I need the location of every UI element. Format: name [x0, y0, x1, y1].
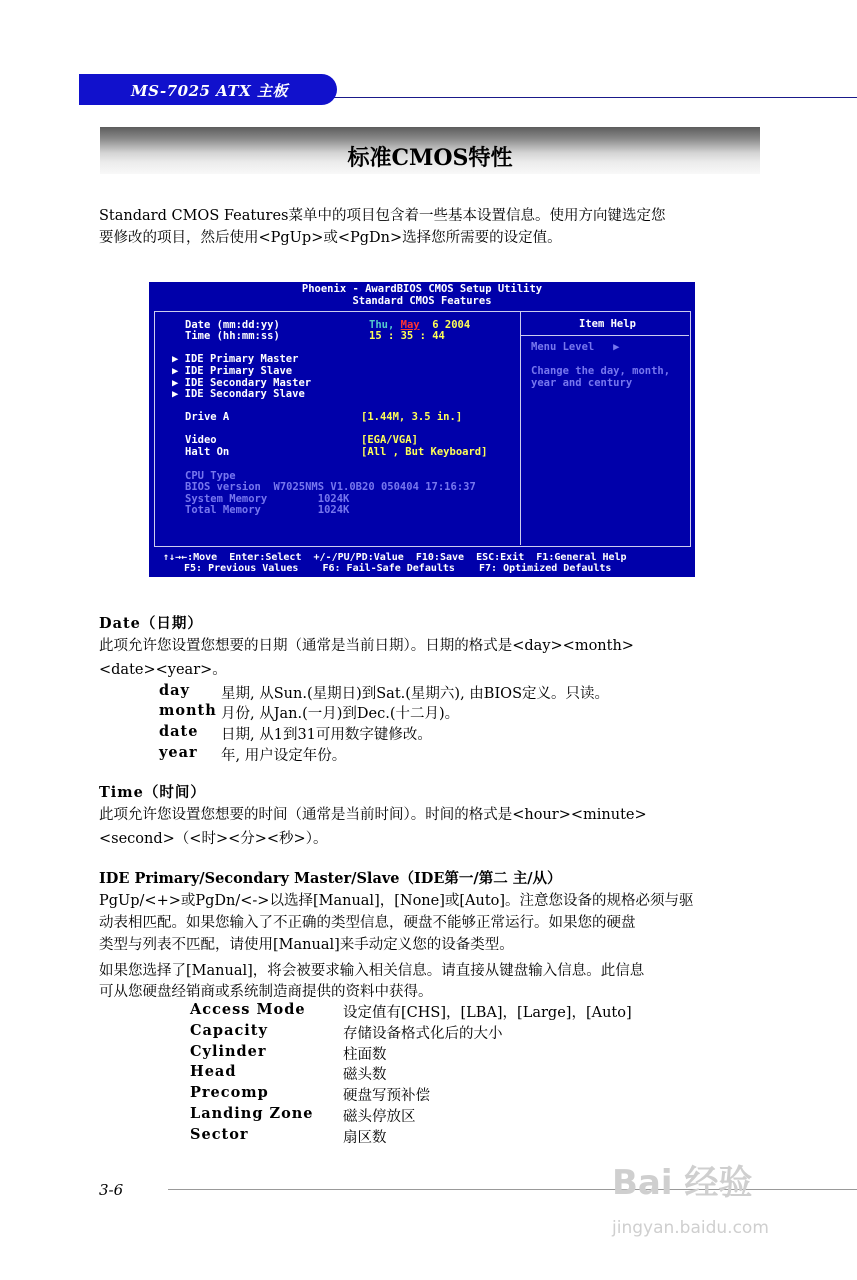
watermark-logo: Bai 经验: [612, 1163, 753, 1203]
bios-drive-a-label: Drive A: [185, 411, 230, 423]
ide-field-key: Precomp: [190, 1084, 269, 1101]
ide-field-desc: 存储设备格式化后的大小: [343, 1026, 503, 1042]
date-field-desc: 日期, 从1到31可用数字键修改。: [221, 727, 432, 743]
bios-cpu-type: CPU Type: [185, 470, 236, 482]
bios-help-line: year and century: [531, 377, 633, 389]
date-field-key: date: [159, 723, 199, 740]
date-field-desc: 年, 用户设定年份。: [221, 748, 347, 764]
ide-desc: 动表相匹配。如果您输入了不正确的类型信息，硬盘不能够正常运行。如果您的硬盘: [99, 915, 636, 931]
date-desc: <date><year>。: [99, 662, 227, 678]
ide-field-desc: 硬盘写预补偿: [343, 1088, 430, 1104]
bios-system-memory: System Memory 1024K: [185, 493, 350, 505]
bios-halt-label: Halt On: [185, 446, 230, 458]
ide-field-key: Head: [190, 1063, 237, 1080]
intro-paragraph: Standard CMOS Features菜单中的项目包含着一些基本设置信息。使用方向键选定您 要修改的项目，然后使用<PgUp>或<PgDn>选择您所需要的设定值。: [99, 208, 666, 246]
date-field-key: year: [159, 744, 198, 761]
date-field-key: day: [159, 682, 190, 699]
ide-field-key: Access Mode: [190, 1001, 306, 1018]
bios-drive-a-value[interactable]: [1.44M, 3.5 in.]: [361, 411, 463, 423]
time-heading: Time（时间）: [99, 784, 206, 801]
bios-divider: [520, 311, 521, 545]
date-desc: 此项允许您设置您想要的日期（通常是当前日期）。日期的格式是<day><month>: [99, 638, 634, 654]
time-desc: <second>（<时><分><秒>）。: [99, 831, 328, 847]
ide-field-key: Sector: [190, 1126, 249, 1143]
date-field-desc: 月份, 从Jan.(一月)到Dec.(十二月)。: [221, 706, 460, 722]
bios-version: BIOS version W7025NMS V1.0B20 050404 17:16:37: [185, 481, 476, 493]
ide-desc: PgUp/<+>或PgDn/<->以选择[Manual]，[None]或[Auto]。注意您设备的规格必须与驱: [99, 893, 694, 909]
bios-ide-item[interactable]: ▶ IDE Secondary Master: [172, 377, 312, 389]
bios-help-line: Change the day, month,: [531, 365, 671, 377]
bios-ide-item[interactable]: ▶ IDE Primary Slave: [172, 365, 293, 377]
page-number: 3-6: [99, 1181, 124, 1199]
bios-screenshot: [149, 282, 695, 577]
bios-keys-line1: ↑↓→←:Move Enter:Select +/-/PU/PD:Value F10:Save ESC:Exit F1:General Help: [163, 552, 627, 563]
ide-heading: IDE Primary/Secondary Master/Slave（IDE第一/第二 主/从）: [99, 870, 562, 887]
bios-help-rule: [521, 335, 689, 336]
ide-desc: 类型与列表不匹配，请使用[Manual]来手动定义您的设备类型。: [99, 937, 514, 953]
ide-desc: 如果您选择了[Manual]，将会被要求输入相关信息。请直接从键盘输入信息。此信息: [99, 963, 645, 979]
bios-menu-level: Menu Level ▶: [531, 341, 620, 353]
date-field-key: month: [159, 702, 217, 719]
bios-video-label: Video: [185, 434, 217, 446]
bios-ide-item[interactable]: ▶ IDE Secondary Slave: [172, 388, 305, 400]
header-title: MS-7025 ATX 主板: [131, 82, 289, 100]
bios-help-title: Item Help: [579, 318, 636, 330]
bios-video-value[interactable]: [EGA/VGA]: [361, 434, 418, 446]
date-heading: Date（日期）: [99, 615, 203, 632]
section-title: 标准CMOS特性: [347, 145, 513, 171]
ide-field-key: Landing Zone: [190, 1105, 314, 1122]
ide-field-desc: 设定值有[CHS]，[LBA]，[Large]，[Auto]: [343, 1005, 632, 1021]
bios-date-value[interactable]: Thu, May 6 2004: [369, 319, 471, 331]
bios-ide-item[interactable]: ▶ IDE Primary Master: [172, 353, 299, 365]
bios-subtitle: Standard CMOS Features: [352, 295, 492, 307]
ide-field-desc: 柱面数: [343, 1047, 387, 1063]
bios-date-label: Date (mm:dd:yy): [185, 319, 280, 331]
bios-halt-value[interactable]: [All , But Keyboard]: [361, 446, 488, 458]
footer-rule: [168, 1189, 857, 1190]
ide-field-desc: 扇区数: [343, 1130, 387, 1146]
ide-desc: 可从您硬盘经销商或系统制造商提供的资料中获得。: [99, 984, 433, 1000]
bios-title: Phoenix - AwardBIOS CMOS Setup Utility: [301, 283, 543, 295]
ide-field-key: Cylinder: [190, 1043, 267, 1060]
date-field-desc: 星期, 从Sun.(星期日)到Sat.(星期六), 由BIOS定义。只读。: [221, 686, 610, 702]
time-desc: 此项允许您设置您想要的时间（通常是当前时间）。时间的格式是<hour><minute>: [99, 807, 647, 823]
bios-keys-line2: F5: Previous Values F6: Fail-Safe Defaults F7: Optimized Defaults: [184, 563, 612, 574]
ide-field-key: Capacity: [190, 1022, 268, 1039]
ide-field-desc: 磁头停放区: [343, 1109, 416, 1125]
watermark-url: jingyan.baidu.com: [612, 1218, 769, 1238]
ide-field-desc: 磁头数: [343, 1067, 387, 1083]
bios-time-value[interactable]: 15 : 35 : 44: [369, 330, 445, 342]
bios-total-memory: Total Memory 1024K: [185, 504, 350, 516]
bios-time-label: Time (hh:mm:ss): [185, 330, 280, 342]
